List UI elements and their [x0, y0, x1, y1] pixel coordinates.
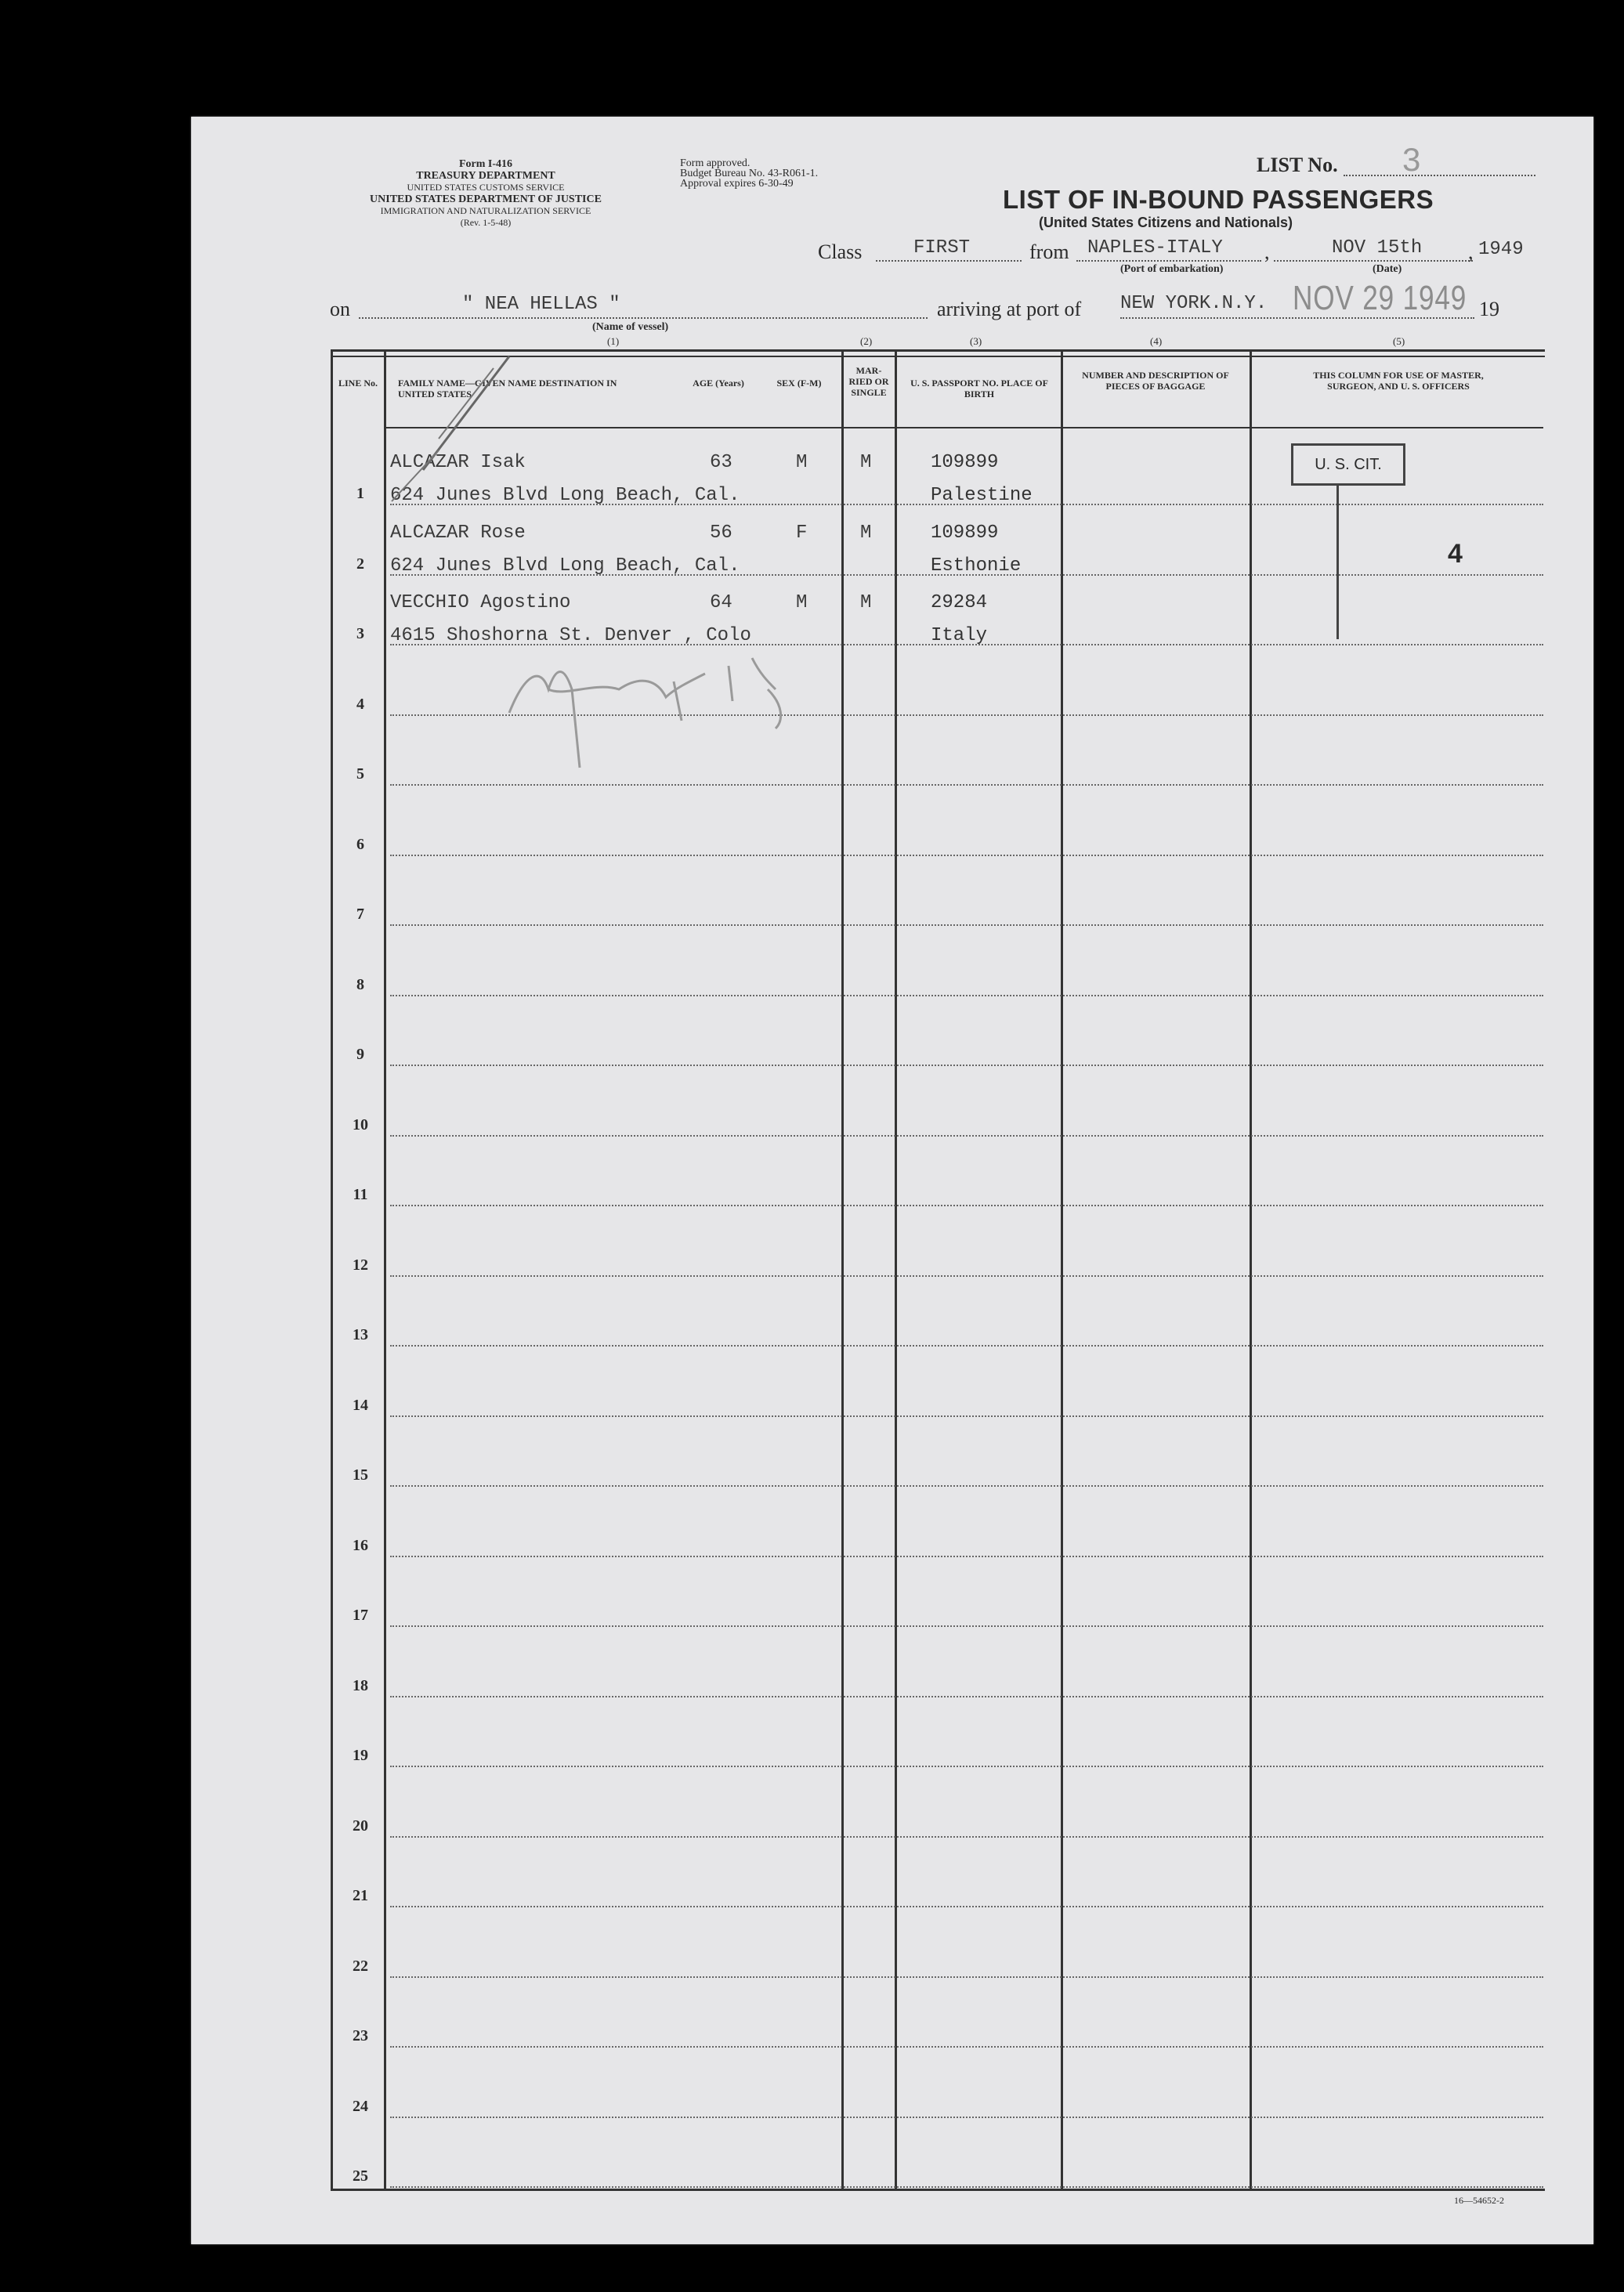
vessel-caption: (Name of vessel): [592, 321, 669, 333]
passenger-birth: Esthonie: [931, 555, 1022, 577]
arrival-year: 19: [1479, 298, 1499, 320]
line-number: 22: [353, 1957, 368, 1975]
us-citizen-stamp: U. S. CIT.: [1291, 443, 1405, 486]
passenger-passport: 109899: [931, 522, 999, 544]
passenger-sex: F: [796, 522, 808, 544]
line-number: 8: [356, 975, 364, 993]
line-number: 14: [353, 1396, 368, 1414]
col-number-3: (3): [970, 335, 982, 347]
line-number: 13: [353, 1326, 368, 1343]
line-number: 6: [356, 835, 364, 853]
passenger-marital: M: [860, 452, 872, 473]
class-label: Class: [818, 240, 863, 263]
line-number: 10: [353, 1115, 368, 1133]
expires-text: Approval expires 6-30-49: [680, 178, 794, 190]
line-number: 5: [356, 765, 364, 783]
line-number: 21: [353, 1887, 368, 1904]
form-number: Form I-416: [458, 158, 513, 170]
comma: ,: [1264, 240, 1270, 263]
line-number: 2: [356, 555, 364, 573]
line-number: 25: [353, 2167, 368, 2185]
vessel-column-number: (1): [607, 335, 620, 347]
passenger-dest: 624 Junes Blvd Long Beach, Cal.: [390, 485, 740, 506]
line-number: 15: [353, 1466, 368, 1484]
from-label: from: [1029, 240, 1069, 263]
arrival-port: NEW YORK.N.Y.: [1120, 293, 1268, 314]
passenger-name: ALCAZAR Isak: [390, 452, 526, 473]
col-number-2: (2): [860, 335, 873, 347]
passenger-name: ALCAZAR Rose: [390, 522, 526, 544]
col-header-officers: THIS COLUMN FOR USE OF MASTER, SURGEON, AND U. S. OFFICERS: [1313, 370, 1484, 392]
line-number: 24: [353, 2097, 368, 2115]
date-caption: (Date): [1373, 263, 1402, 275]
from-value: NAPLES-ITALY: [1087, 237, 1223, 258]
line-number: 18: [353, 1676, 368, 1694]
col-header-age: AGE (Years): [693, 378, 744, 389]
line-number: 12: [353, 1256, 368, 1274]
line-number: 9: [356, 1046, 364, 1063]
pencil-slash: [439, 368, 494, 439]
col-header-line: LINE No.: [338, 378, 378, 389]
passenger-birth: Palestine: [931, 485, 1033, 506]
class-value: FIRST: [913, 237, 971, 258]
officer-mark: 4: [1448, 539, 1463, 569]
list-number-value: 3: [1402, 141, 1421, 178]
customs-service: UNITED STATES CUSTOMS SERVICE: [407, 182, 565, 193]
passenger-passport: 29284: [931, 592, 988, 613]
passenger-birth: Italy: [931, 625, 988, 646]
line-number: 20: [353, 1817, 368, 1835]
on-label: on: [330, 298, 350, 320]
year-value: 1949: [1478, 239, 1524, 260]
passenger-age: 63: [710, 452, 732, 473]
passenger-age: 64: [710, 592, 732, 613]
col-header-married: MAR- RIED OR SINGLE: [848, 365, 889, 398]
passenger-dest: 624 Junes Blvd Long Beach, Cal.: [390, 555, 740, 577]
line-number: 1: [356, 485, 364, 502]
col-number-4: (4): [1150, 335, 1163, 347]
col-number-5: (5): [1393, 335, 1405, 347]
approved-text: Form approved.: [680, 157, 751, 169]
passenger-sex: M: [796, 452, 808, 473]
passenger-name: VECCHIO Agostino: [390, 592, 571, 613]
form-code: 16—54652-2: [1454, 2195, 1504, 2206]
justice-dept: UNITED STATES DEPARTMENT OF JUSTICE: [370, 193, 602, 205]
date-value: NOV 15th: [1332, 237, 1423, 258]
passenger-dest: 4615 Shoshorna St. Denver , Colo: [390, 625, 751, 646]
passenger-age: 56: [710, 522, 732, 544]
col-header-name: FAMILY NAME—GIVEN NAME DESTINATION IN UNITED STATES: [398, 378, 617, 399]
handwritten-signature: [509, 658, 781, 768]
line-number: 3: [356, 625, 364, 642]
budget-text: Budget Bureau No. 43-R061-1.: [680, 168, 819, 179]
col-header-sex: SEX (F-M): [776, 378, 822, 389]
page-subtitle: (United States Citizens and Nationals): [1039, 215, 1293, 230]
line-number: 17: [353, 1607, 368, 1624]
arrival-date-stamp: NOV 29 1949: [1293, 279, 1467, 317]
comma: ,: [1468, 240, 1474, 263]
line-number: 16: [353, 1536, 368, 1554]
passenger-marital: M: [860, 592, 872, 613]
revision: (Rev. 1-5-48): [460, 217, 512, 228]
vessel-name: " NEA HELLAS ": [462, 294, 620, 315]
ins-service: IMMIGRATION AND NATURALIZATION SERVICE: [380, 205, 591, 216]
col-header-passport: U. S. PASSPORT NO. PLACE OF BIRTH: [910, 378, 1048, 399]
line-number: 19: [353, 1747, 368, 1764]
line-number: 23: [353, 2027, 368, 2044]
treasury-dept: TREASURY DEPARTMENT: [416, 170, 555, 182]
col-header-baggage: NUMBER AND DESCRIPTION OF PIECES OF BAGGAGE: [1082, 370, 1229, 392]
passenger-sex: M: [796, 592, 808, 613]
line-number: 11: [353, 1186, 368, 1203]
pencil-slash: [392, 450, 439, 501]
page-title: LIST OF IN-BOUND PASSENGERS: [1003, 185, 1434, 214]
passenger-passport: 109899: [931, 452, 999, 473]
line-number: 4: [356, 695, 364, 713]
port-caption: (Port of embarkation): [1120, 263, 1224, 275]
arriving-label: arriving at port of: [937, 298, 1082, 320]
passenger-marital: M: [860, 522, 872, 544]
line-number: 7: [356, 906, 364, 923]
list-number-label: LIST No.: [1257, 154, 1338, 176]
